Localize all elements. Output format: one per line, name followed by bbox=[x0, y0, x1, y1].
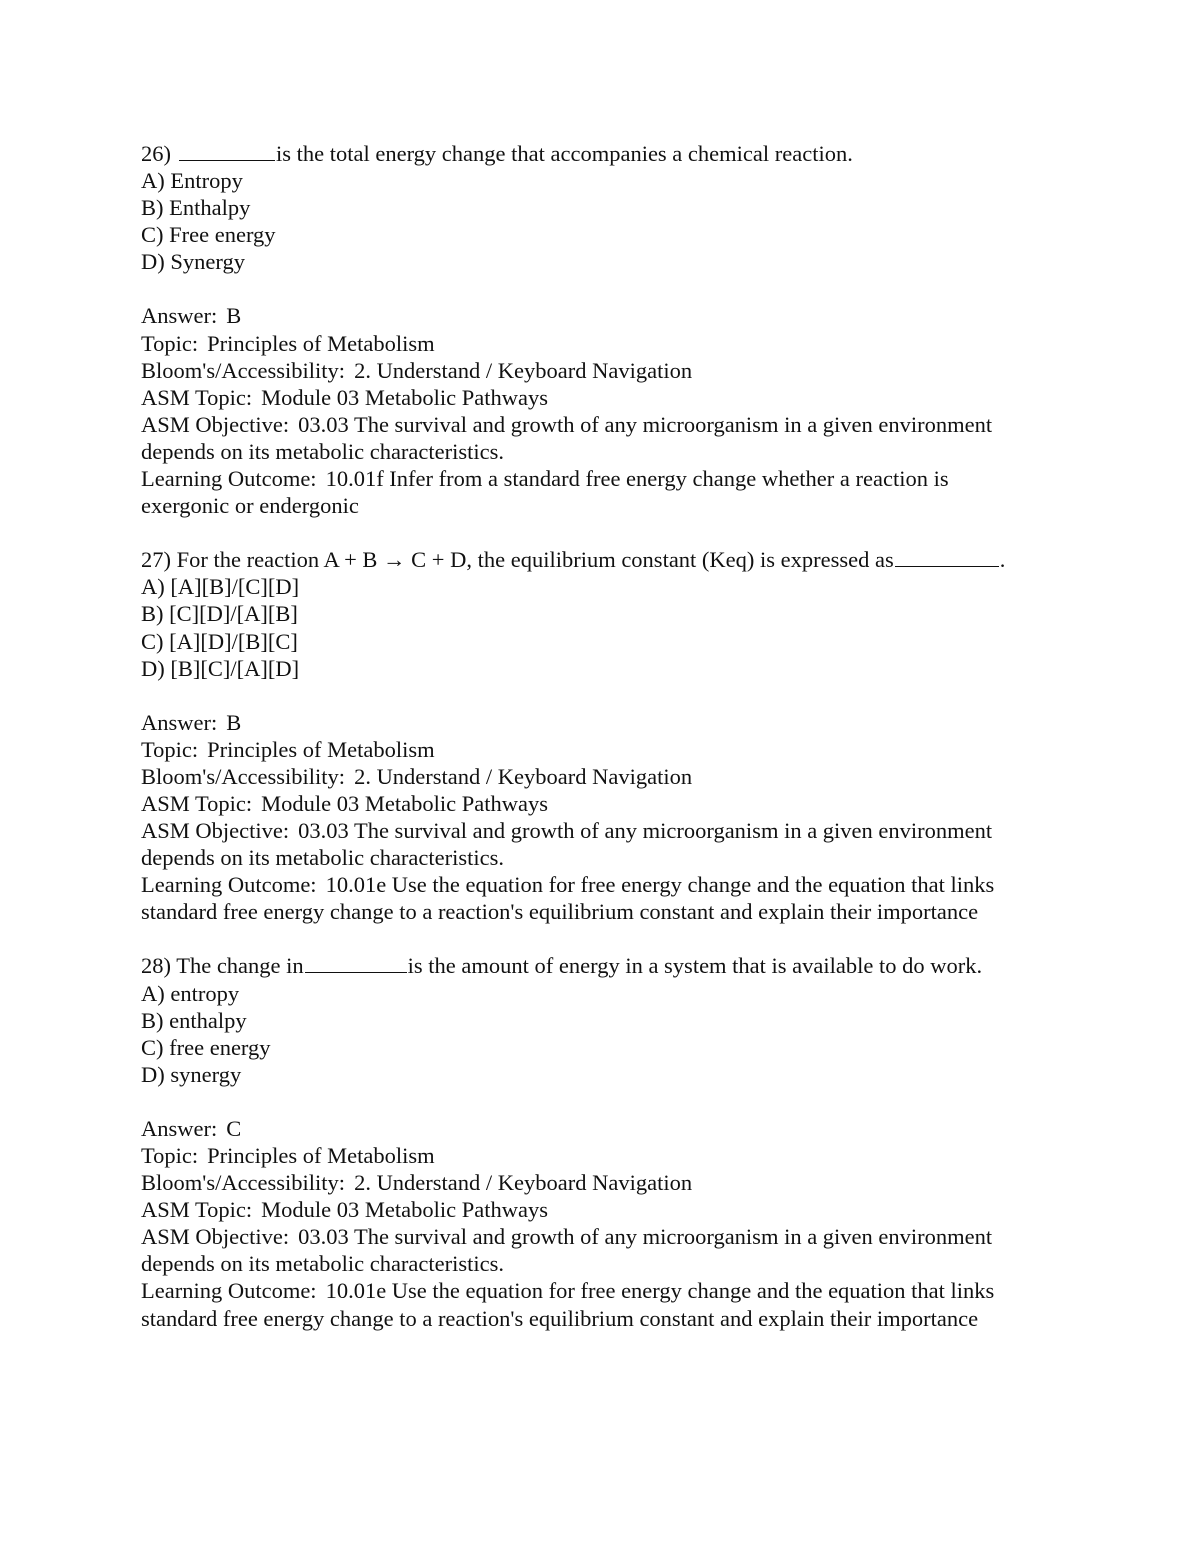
question-28-metadata bbox=[141, 1115, 1051, 1332]
answer-line bbox=[141, 709, 1051, 736]
option-a: A) [A][B]/[C][D] bbox=[141, 574, 300, 600]
blooms-line bbox=[141, 763, 1051, 790]
blooms-line bbox=[141, 357, 1051, 384]
asm-topic-value: Module 03 Metabolic Pathways bbox=[261, 1197, 548, 1223]
learning-outcome-continued: standard free energy change to a reaction's equilibrium constant and explain their importance bbox=[141, 1305, 979, 1331]
answer-blank bbox=[179, 142, 275, 161]
asm-topic-label: ASM Topic: bbox=[141, 790, 253, 816]
asm-objective-continued: depends on its metabolic characteristics. bbox=[141, 1251, 504, 1277]
question-stem bbox=[141, 546, 1051, 573]
answer-line bbox=[141, 302, 1051, 329]
question-28 bbox=[141, 952, 1051, 1087]
answer-value: B bbox=[226, 709, 242, 735]
topic-label: Topic: bbox=[141, 1143, 199, 1168]
question-27-metadata bbox=[141, 709, 1051, 926]
option-b: B) [C][D]/[A][B] bbox=[141, 601, 298, 627]
blooms-value: 2. Understand / Keyboard Navigation bbox=[354, 763, 693, 789]
blooms-label: Bloom's/Accessibility: bbox=[141, 763, 346, 789]
topic-value: Principles of Metabolism bbox=[207, 330, 435, 356]
question-stem-text: 28) The change in bbox=[141, 953, 304, 979]
question-stem-end: . bbox=[999, 547, 1006, 573]
answer-value: C bbox=[226, 1115, 242, 1141]
question-26 bbox=[141, 140, 1051, 275]
learning-outcome-value: 10.01e Use the equation for free energy change and the equation that links bbox=[325, 1278, 995, 1304]
option-a: A) entropy bbox=[141, 980, 240, 1006]
asm-objective-line bbox=[141, 1223, 1051, 1250]
asm-topic-line bbox=[141, 1196, 1051, 1223]
learning-outcome-label: Learning Outcome: bbox=[141, 872, 317, 898]
blooms-value: 2. Understand / Keyboard Navigation bbox=[354, 1170, 693, 1196]
learning-outcome-label: Learning Outcome: bbox=[141, 466, 317, 492]
topic-line bbox=[141, 1142, 1051, 1169]
learning-outcome-line bbox=[141, 871, 1051, 898]
learning-outcome-continued: standard free energy change to a reaction's equilibrium constant and explain their importance bbox=[141, 899, 979, 925]
question-stem-text: 27) For the reaction A + B → C + D, the equilibrium constant (Keq) is expressed as bbox=[141, 547, 894, 573]
topic-label: Topic: bbox=[141, 736, 199, 762]
topic-line bbox=[141, 330, 1051, 357]
learning-outcome-value: 10.01e Use the equation for free energy change and the equation that links bbox=[325, 872, 995, 898]
option-d: D) [B][C]/[A][D] bbox=[141, 655, 300, 681]
answer-value: B bbox=[226, 303, 242, 329]
question-27 bbox=[141, 546, 1051, 681]
question-26-metadata bbox=[141, 302, 1051, 519]
option-c: C) [A][D]/[B][C] bbox=[141, 628, 298, 654]
asm-objective-label: ASM Objective: bbox=[141, 411, 290, 437]
topic-line bbox=[141, 736, 1051, 763]
asm-objective-value: 03.03 The survival and growth of any microorganism in a given environment bbox=[298, 411, 993, 437]
asm-objective-line bbox=[141, 817, 1051, 844]
answer-blank bbox=[895, 548, 999, 567]
option-c: C) free energy bbox=[141, 1034, 271, 1060]
asm-objective-label: ASM Objective: bbox=[141, 1224, 290, 1250]
question-stem bbox=[141, 952, 1051, 979]
topic-value: Principles of Metabolism bbox=[207, 736, 435, 762]
option-d: D) Synergy bbox=[141, 249, 245, 275]
asm-topic-label: ASM Topic: bbox=[141, 1197, 253, 1223]
asm-objective-value: 03.03 The survival and growth of any microorganism in a given environment bbox=[298, 818, 993, 844]
learning-outcome-value: 10.01f Infer from a standard free energy change whether a reaction is bbox=[325, 466, 949, 492]
answer-label: Answer: bbox=[141, 303, 218, 329]
option-a: A) Entropy bbox=[141, 168, 243, 194]
learning-outcome-label: Learning Outcome: bbox=[141, 1278, 317, 1304]
topic-label: Topic: bbox=[141, 330, 199, 356]
option-b: B) Enthalpy bbox=[141, 195, 251, 221]
asm-objective-continued: depends on its metabolic characteristics. bbox=[141, 438, 504, 464]
asm-objective-line bbox=[141, 411, 1051, 438]
blooms-line bbox=[141, 1169, 1051, 1196]
question-stem bbox=[141, 140, 1051, 167]
asm-objective-label: ASM Objective: bbox=[141, 818, 290, 844]
answer-line bbox=[141, 1115, 1051, 1142]
learning-outcome-line bbox=[141, 1277, 1051, 1304]
learning-outcome-continued: exergonic or endergonic bbox=[141, 493, 359, 519]
question-number: 26) bbox=[141, 141, 171, 166]
answer-blank bbox=[305, 954, 407, 973]
learning-outcome-line bbox=[141, 465, 1051, 492]
blooms-label: Bloom's/Accessibility: bbox=[141, 1170, 346, 1196]
blooms-label: Bloom's/Accessibility: bbox=[141, 357, 346, 383]
asm-topic-value: Module 03 Metabolic Pathways bbox=[261, 384, 548, 410]
asm-objective-value: 03.03 The survival and growth of any microorganism in a given environment bbox=[298, 1224, 993, 1250]
option-c: C) Free energy bbox=[141, 222, 276, 248]
asm-topic-line bbox=[141, 384, 1051, 411]
answer-label: Answer: bbox=[141, 1115, 218, 1141]
asm-topic-line bbox=[141, 790, 1051, 817]
option-d: D) synergy bbox=[141, 1061, 242, 1087]
question-stem-text: is the total energy change that accompanies a chemical reaction. bbox=[276, 141, 853, 166]
asm-objective-continued: depends on its metabolic characteristics. bbox=[141, 845, 504, 871]
asm-topic-label: ASM Topic: bbox=[141, 384, 253, 410]
question-stem-text-after: is the amount of energy in a system that is available to do work. bbox=[407, 953, 983, 979]
asm-topic-value: Module 03 Metabolic Pathways bbox=[261, 790, 548, 816]
blooms-value: 2. Understand / Keyboard Navigation bbox=[354, 357, 693, 383]
option-b: B) enthalpy bbox=[141, 1007, 247, 1033]
topic-value: Principles of Metabolism bbox=[207, 1143, 435, 1168]
answer-label: Answer: bbox=[141, 709, 218, 735]
document-page bbox=[141, 140, 1051, 1359]
